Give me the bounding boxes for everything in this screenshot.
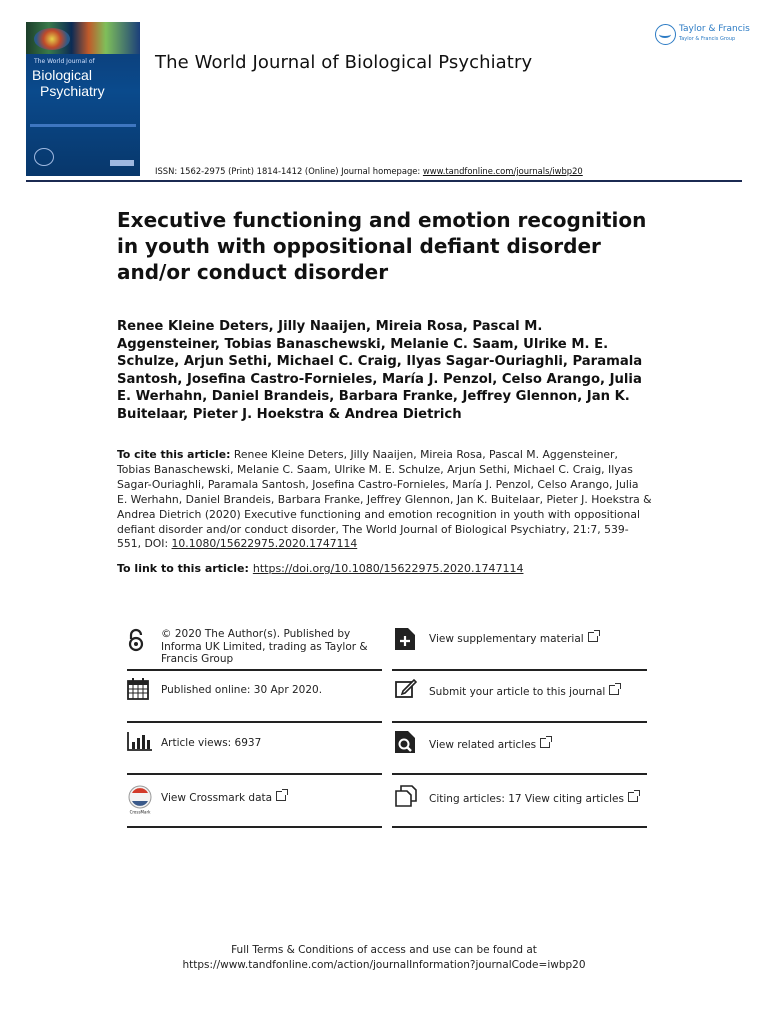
citing-label: Citing articles: 17 View citing articles bbox=[429, 793, 624, 805]
cover-title-line1: Biological bbox=[32, 67, 92, 83]
journal-title: The World Journal of Biological Psychiatry bbox=[155, 52, 533, 73]
divider bbox=[127, 721, 382, 723]
article-doi-link[interactable]: https://doi.org/10.1080/15622975.2020.1747114 bbox=[252, 562, 524, 575]
article-title: Executive functioning and emotion recognition in youth with oppositional defiant disorder and/or conduct disorder bbox=[117, 208, 647, 284]
cover-band bbox=[30, 124, 136, 127]
external-link-icon bbox=[276, 791, 286, 801]
submit-label: Submit your article to this journal bbox=[429, 686, 606, 698]
related-label: View related articles bbox=[429, 739, 537, 751]
article-link-line bbox=[117, 562, 523, 575]
divider bbox=[392, 826, 647, 828]
divider bbox=[127, 669, 382, 671]
edit-pencil-icon bbox=[395, 678, 417, 698]
terms-footer bbox=[0, 943, 768, 973]
divider bbox=[392, 669, 647, 671]
cover-seal-icon bbox=[34, 148, 54, 166]
citation-block bbox=[117, 448, 652, 552]
divider bbox=[127, 826, 382, 828]
submit-link[interactable] bbox=[429, 685, 619, 699]
article-views: Article views: 6937 bbox=[161, 737, 262, 749]
cite-doi-link[interactable]: 10.1080/15622975.2020.1747114 bbox=[171, 537, 358, 551]
license-cell bbox=[127, 628, 382, 668]
divider bbox=[392, 721, 647, 723]
journal-homepage-link[interactable]: www.tandfonline.com/journals/iwbp20 bbox=[422, 166, 583, 176]
terms-line: Full Terms & Conditions of access and use can be found at bbox=[231, 944, 537, 956]
crossmark-icon bbox=[127, 785, 155, 815]
cover-title-line2: Psychiatry bbox=[40, 83, 105, 99]
external-link-icon bbox=[609, 685, 619, 695]
crossmark-link[interactable] bbox=[161, 791, 286, 805]
external-link-icon bbox=[588, 632, 598, 642]
link-label: To link to this article: bbox=[117, 562, 249, 575]
issn-line bbox=[155, 166, 583, 176]
crossmark-badge-text: CrossMark bbox=[129, 809, 151, 815]
header-rule bbox=[26, 180, 742, 182]
divider bbox=[127, 773, 382, 775]
crossmark-label: View Crossmark data bbox=[161, 792, 273, 804]
related-link[interactable] bbox=[429, 738, 550, 752]
license-text: © 2020 The Author(s). Published by Informa UK Limited, trading as Taylor & Francis Group bbox=[161, 628, 368, 665]
brain-scan-image bbox=[26, 22, 140, 54]
related-search-icon bbox=[395, 731, 415, 753]
supplementary-cell[interactable] bbox=[395, 628, 647, 652]
published-cell bbox=[127, 678, 382, 702]
author-list: Renee Kleine Deters, Jilly Naaijen, Mireia Rosa, Pascal M. Aggensteiner, Tobias Banaschewski, Melanie C. Saam, Ulrike M. E. Schulze, Arjun Sethi, Michael C. Craig, Ilyas Sagar-Ouriaghli, Paramala Santosh, Josefina Castro-Fornieles, María J. Penzol, Celso Arango, Julia E. Werhahn, Daniel Brandeis, Barbara Franke, Jeffrey Glennon, Jan K. Buitelaar, Pieter J. Hoekstra & Andrea Dietrich bbox=[117, 319, 643, 422]
publisher-logo bbox=[655, 22, 751, 48]
citing-documents-icon bbox=[395, 785, 417, 807]
cite-label: To cite this article: bbox=[117, 448, 231, 461]
publisher-name: Taylor & Francis bbox=[679, 24, 750, 34]
submit-cell[interactable] bbox=[395, 678, 647, 702]
supplementary-label: View supplementary material bbox=[429, 633, 584, 645]
published-date: Published online: 30 Apr 2020. bbox=[161, 684, 323, 696]
divider bbox=[392, 773, 647, 775]
terms-url[interactable]: https://www.tandfonline.com/action/journalInformation?journalCode=iwbp20 bbox=[182, 959, 586, 971]
views-cell bbox=[127, 731, 382, 755]
crossmark-cell[interactable] bbox=[127, 785, 382, 815]
bar-chart-icon bbox=[127, 731, 153, 751]
external-link-icon bbox=[540, 738, 550, 748]
issn-text: ISSN: 1562-2975 (Print) 1814-1412 (Online) Journal homepage: bbox=[155, 166, 423, 176]
cite-text: Renee Kleine Deters, Jilly Naaijen, Mireia Rosa, Pascal M. Aggensteiner, Tobias Banaschewski, Melanie C. Saam, Ulrike M. E. Schulze, Arjun Sethi, Michael C. Craig, Ilyas Sagar-Ouriaghli, Paramala Santosh, Josefina Castro-Fornieles, María J. Penzol, Celso Arango, Julia E. Werhahn, Daniel Brandeis, Barbara Franke, Jeffrey Glennon, Jan K. Buitelaar, Pieter J. Hoekstra & Andrea Dietrich (2020) Executive functioning and emotion recognition in youth with oppositional defiant disorder and/or conduct disorder, The World Journal of Biological Psychiatry, 21:7, 539-551, DOI: bbox=[117, 448, 652, 551]
supplementary-link[interactable] bbox=[429, 632, 598, 646]
cover-small-title: The World Journal of bbox=[34, 58, 95, 65]
related-cell[interactable] bbox=[395, 731, 647, 755]
external-link-icon bbox=[628, 792, 638, 802]
calendar-icon bbox=[127, 678, 149, 700]
cover-publisher-mark bbox=[110, 160, 134, 166]
citing-link[interactable] bbox=[429, 792, 638, 806]
open-access-icon bbox=[127, 628, 145, 652]
supplementary-file-icon bbox=[395, 628, 415, 650]
journal-cover bbox=[26, 22, 140, 176]
taylor-francis-icon bbox=[655, 24, 676, 45]
citing-cell[interactable] bbox=[395, 785, 647, 809]
publisher-subname: Taylor & Francis Group bbox=[679, 36, 736, 42]
